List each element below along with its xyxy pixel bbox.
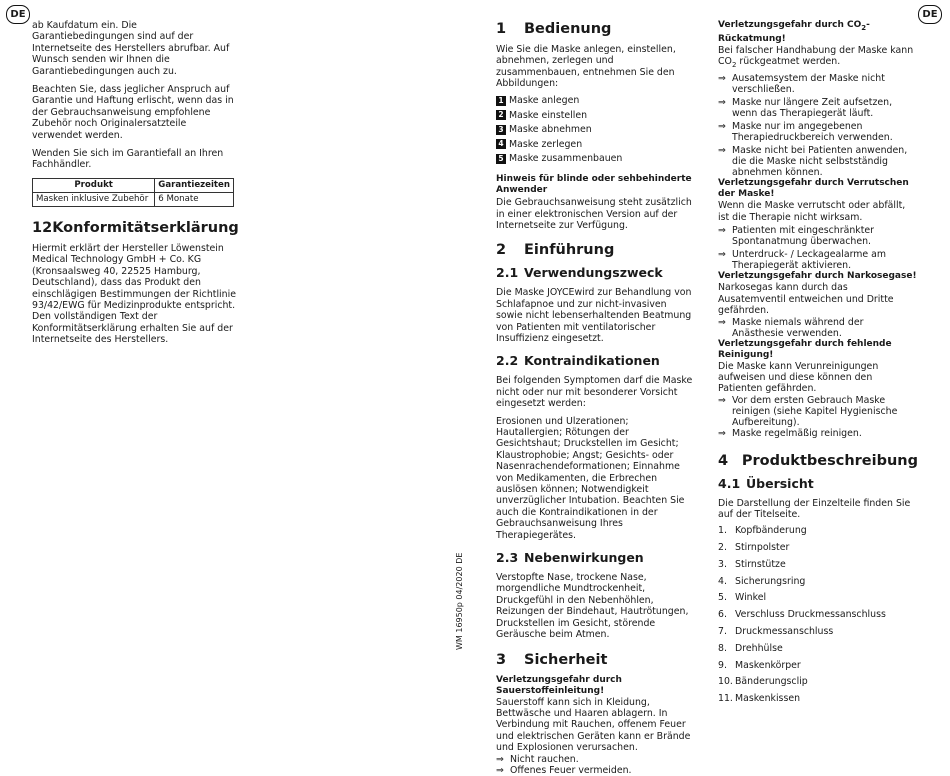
part-label: Stirnstütze [735, 558, 786, 570]
section-heading-2-3 [496, 550, 696, 566]
section-title: Produktbeschreibung [741, 452, 918, 469]
table-row [33, 192, 234, 206]
list-item: 5. Winkel [718, 592, 767, 604]
warning-slip-text: Wenn die Maske verrutscht oder abfällt, ist die Therapie nicht wirksam. [718, 200, 906, 223]
section-heading-2-1 [496, 265, 696, 281]
warranty-table [32, 178, 234, 207]
left-column [32, 20, 239, 353]
section-number: 3 [496, 651, 507, 668]
part-label: Kopfbänderung [735, 525, 807, 537]
section-title: Einführung [524, 242, 615, 259]
list-item-text: Maske nicht bei Patienten anwenden, die die Maske nicht selbstständig abnehmen können. [732, 145, 908, 179]
warning-cleaning-text: Die Maske kann Verunreinigungen aufweisen und diese können den Patienten gefährden. [718, 360, 879, 395]
document-code: WM 16950p 04/2020 DE [455, 552, 464, 650]
list-item: 8. Drehhülse [718, 642, 783, 654]
list-item [718, 225, 918, 247]
arrow-icon: ⇒ [718, 121, 726, 133]
list-item-text: Maske nur im angegebenen Therapiedruckbereich verwenden. [732, 121, 893, 144]
section-number: 2.1 [496, 265, 519, 281]
list-item: 7. Druckmessanschluss [718, 626, 834, 638]
intended-use-text: Die Maske JOYCEwird zur Behandlung von Schlafapnoe und zur nicht-invasiven sowie nicht lebenserhaltenden Beatmung von Patienten mit ventilatorischer Insuffizienz eingesetzt. [496, 287, 692, 344]
list-item [496, 765, 696, 776]
section-number: 2 [496, 242, 507, 259]
arrow-icon: ⇒ [718, 145, 726, 157]
section-title: Verwendungszweck [524, 265, 663, 281]
arrow-icon: ⇒ [718, 73, 726, 85]
operation-text: Wie Sie die Maske anlegen, einstellen, abnehmen, zerlegen und zusammenbauen, entnehmen Sie den Abbildungen: [496, 44, 676, 90]
list-item: 6. Verschluss Druckmessanschluss [718, 609, 886, 621]
list-item [718, 317, 918, 339]
list-item [496, 152, 696, 167]
list-item: 10. Bänderungsclip [718, 676, 808, 688]
part-label: Verschluss Druckmessanschluss [735, 609, 886, 621]
table-cell-warranty: 6 Monate [155, 192, 234, 206]
list-item [718, 73, 918, 95]
table-cell-product: Masken inklusive Zubehör [33, 192, 155, 206]
warning-oxygen-text: Sauerstoff kann sich in Kleidung, Bettwäsche und Haaren ablagern. In Verbindung mit Rauchen, offenem Feuer und elektrischen Geräten kann er Brände und Explosionen verursachen. [496, 696, 691, 754]
list-item [718, 395, 918, 428]
section-number: 1 [496, 21, 507, 37]
section-title: Kontraindikationen [524, 353, 660, 369]
section-number: 2.2 [496, 353, 519, 369]
hint-text: Die Gebrauchsanweisung steht zusätzlich in einer elektronischen Version auf der Internetseite zur Verfügung. [496, 197, 692, 231]
section-number: 12 [32, 219, 53, 236]
list-item: 3. Stirnstütze [718, 558, 786, 570]
list-item: 4. Sicherungsring [718, 575, 806, 587]
contraindications-list: Erosionen und Ulzerationen; Hautallergien; Rötungen der Gesichtshaut; Druckstellen im Gesicht; Klaustrophobie; Angst; Gesichts- oder Nasenrachendeformationen; Einnahme von Medikamenten, die Erbrechen auslösen können; Notwendigkeit unverzüglicher Intubation. Beachten Sie auch die Kontraindikationen in der Gebrauchsanweisung Ihres Therapiegerätes. [496, 415, 685, 541]
language-badge-left: DE [6, 5, 30, 24]
arrow-icon: ⇒ [718, 97, 726, 109]
section-number: 2.3 [496, 550, 519, 566]
list-item [718, 428, 918, 439]
step-label: Maske zusammenbauen [509, 153, 623, 165]
part-label: Bänderungsclip [735, 676, 808, 688]
list-item: 2. Stirnpolster [718, 542, 790, 554]
step-label: Maske einstellen [509, 109, 588, 121]
step-number: 4 [496, 139, 506, 149]
list-item: 11. Maskenkissen [718, 693, 801, 705]
section-number: 4 [718, 452, 729, 469]
section-number: 4.1 [718, 475, 741, 491]
section-title: Konformitätserklärung [52, 219, 239, 236]
language-badge-right: DE [918, 5, 942, 24]
warning-cleaning-heading: Verletzungsgefahr durch fehlende Reinigung! [718, 338, 892, 360]
step-number: 5 [496, 154, 506, 164]
list-item: 1. Kopfbänderung [718, 525, 807, 537]
section-heading-2 [496, 241, 696, 259]
arrow-icon: ⇒ [718, 225, 726, 237]
arrow-icon: ⇒ [718, 249, 726, 261]
list-item [718, 249, 918, 271]
section-title: Nebenwirkungen [524, 550, 644, 566]
section-heading-3 [496, 651, 696, 669]
step-label: Maske anlegen [509, 95, 580, 107]
section-title: Übersicht [746, 475, 814, 491]
warranty-paragraph-3: Wenden Sie sich im Garantiefall an Ihren Fachhändler. [32, 148, 224, 171]
list-item-text: Nicht rauchen. [510, 753, 579, 765]
list-item [718, 121, 918, 143]
list-item-text: Offenes Feuer vermeiden. [510, 764, 632, 776]
warning-oxygen-heading: Verletzungsgefahr durch Sauerstoffeinleitung! [496, 674, 622, 696]
warning-slip-heading: Verletzungsgefahr durch Verrutschen der Maske! [718, 178, 909, 200]
arrow-icon: ⇒ [718, 394, 726, 406]
arrow-icon: ⇒ [496, 764, 504, 776]
section-heading-1 [496, 20, 696, 38]
warranty-paragraph-2: Beachten Sie, dass jeglicher Anspruch auf Garantie und Haftung erlischt, wenn das in der Gebrauchsanweisung empfohlene Zubehör noch Originalersatzteile verwendet werden. [32, 84, 234, 141]
arrow-icon: ⇒ [496, 753, 504, 765]
hint-heading: Hinweis für blinde oder sehbehinderte Anwender [496, 174, 692, 196]
list-item-text: Maske nur längere Zeit aufsetzen, wenn das Therapiegerät läuft. [732, 97, 893, 120]
warning-anesthesia-heading: Verletzungsgefahr durch Narkosegase! [718, 271, 917, 282]
section-title: Bedienung [524, 21, 612, 37]
list-item-text: Vor dem ersten Gebrauch Maske reinigen (siehe Kapitel Hygienische Aufbereitung). [732, 394, 898, 428]
list-item [718, 97, 918, 119]
step-number: 1 [496, 96, 506, 106]
section-heading-12 [32, 219, 239, 237]
warning-anesthesia-text: Narkosegas kann durch das Ausatemventil entweichen und Dritte gefährden. [718, 282, 894, 317]
part-label: Sicherungsring [735, 575, 806, 587]
list-item [496, 123, 696, 138]
list-item-text: Maske niemals während der Anästhesie verwenden. [732, 316, 864, 339]
step-number: 2 [496, 110, 506, 120]
list-item: 9. Maskenkörper [718, 659, 801, 671]
section-title: Sicherheit [524, 651, 608, 668]
list-item [496, 754, 696, 765]
list-item-text: Maske regelmäßig reinigen. [732, 427, 862, 439]
warranty-paragraph-1: ab Kaufdatum ein. Die Garantiebedingungen sind auf der Internetseite des Herstellers abrufbar. Auf Wunsch senden wir Ihnen die Garantiebedingungen auch zu. [32, 20, 230, 77]
list-item [718, 145, 918, 178]
list-item-text: Patienten mit eingeschränkter Spontanatmung überwachen. [732, 225, 875, 248]
step-number: 3 [496, 125, 506, 135]
warning-co2-text: Bei falscher Handhabung der Maske kann $CO_2$ rückgeatmet werden. [718, 44, 914, 70]
side-effects-text: Verstopfte Nase, trockene Nase, morgendliche Mundtrockenheit, Druckgefühl in den Nebenhöhlen, Reizungen der Bindehaut, Hautrötungen, Druckstellen im Gesicht, störende Geräusche beim Atmen. [496, 572, 689, 641]
step-label: Maske abnehmen [509, 124, 592, 136]
arrow-icon: ⇒ [718, 427, 726, 439]
warning-co2-heading: Verletzungsgefahr durch $CO_2$-Rückatmung! [718, 20, 870, 44]
section-heading-4-1 [718, 476, 918, 492]
list-item-text: Ausatemsystem der Maske nicht verschließen. [732, 73, 885, 96]
list-item [496, 137, 696, 152]
section-heading-4 [718, 452, 918, 470]
overview-text: Die Darstellung der Einzelteile finden Sie auf der Titelseite. [718, 497, 911, 521]
step-label: Maske zerlegen [509, 138, 583, 150]
conformity-text: Hiermit erklärt der Hersteller Löwenstein Medical Technology GmbH + Co. KG (Kronsaalsweg 40, 22525 Hamburg, Deutschland), dass das Produkt den einschlägigen Bestimmungen der Richtlinie 93/42/EWG für Medizinprodukte entspricht. Den vollständigen Text der Konformitätserklärung erhalten Sie auf der Internetseite des Herstellers. [32, 242, 236, 346]
part-label: Stirnpolster [735, 542, 790, 554]
right-column [718, 20, 918, 707]
part-label: Druckmessanschluss [735, 626, 834, 638]
part-label: Maskenkörper [735, 659, 801, 671]
list-item [496, 94, 696, 109]
contraindications-intro: Bei folgenden Symptomen darf die Maske nicht oder nur mit besonderer Vorsicht eingesetzt werden: [496, 375, 693, 410]
list-item [496, 108, 696, 123]
part-label: Winkel [735, 592, 767, 604]
table-header-product: Produkt [33, 178, 155, 192]
section-heading-2-2 [496, 353, 696, 369]
arrow-icon: ⇒ [718, 316, 726, 328]
part-label: Drehhülse [735, 642, 783, 654]
list-item-text: Unterdruck- / Leckagealarme am Therapiegerät aktivieren. [732, 249, 887, 272]
middle-column [496, 20, 696, 776]
part-label: Maskenkissen [735, 693, 801, 705]
table-header-warranty: Garantiezeiten [155, 178, 234, 192]
